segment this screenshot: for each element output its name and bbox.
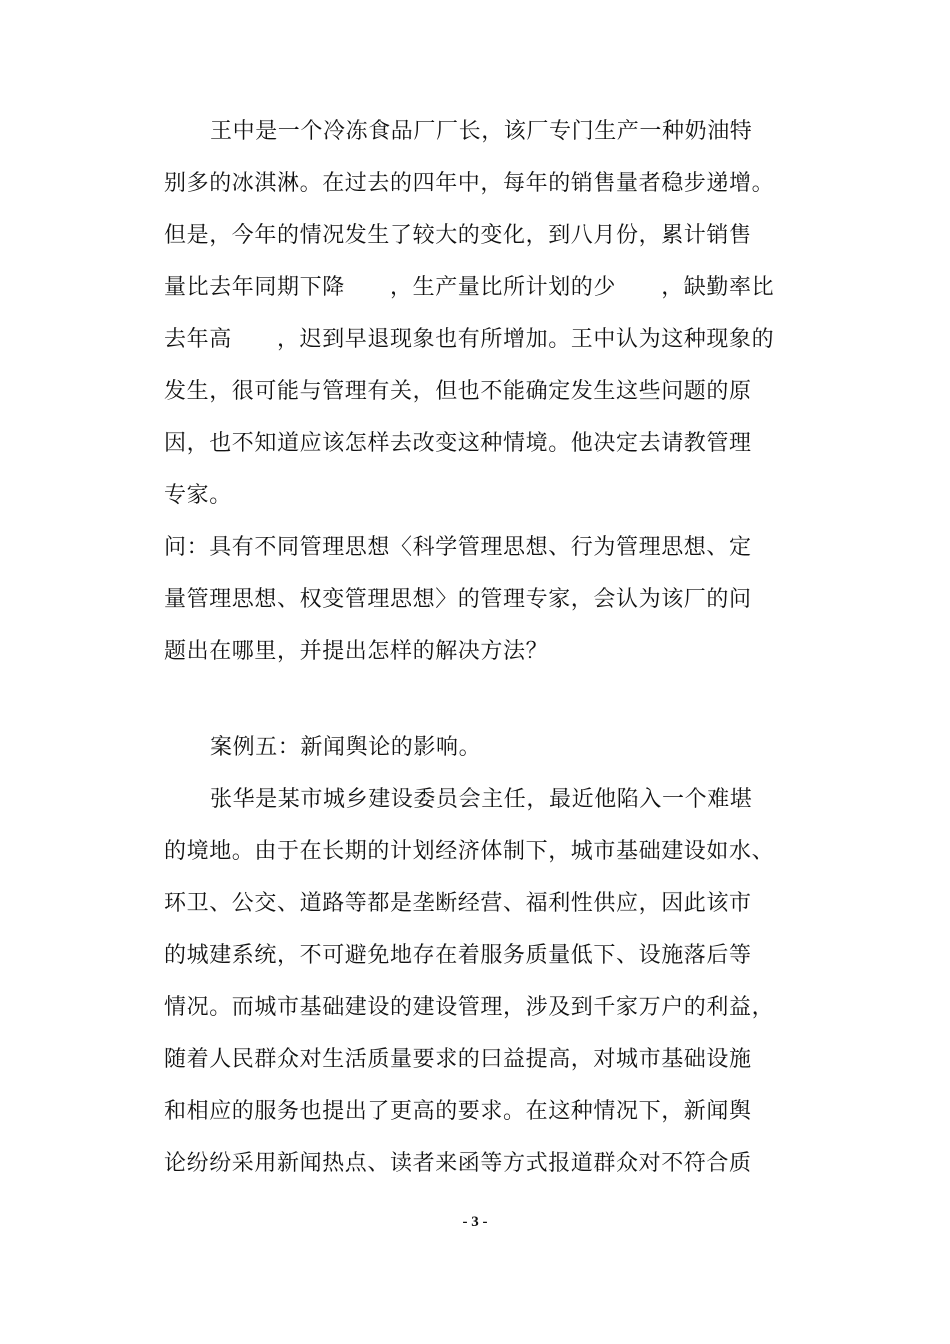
page-number: - 3 - bbox=[462, 1214, 488, 1230]
paragraph-line: 和相应的服务也提出了更高的要求。在这种情况下，新闻舆 bbox=[164, 1099, 752, 1124]
section-heading: 案例五：新闻舆论的影响。 bbox=[210, 735, 482, 760]
paragraph-line: 的境地。由于在长期的计划经济体制下，城市基础建设如水、 bbox=[164, 839, 775, 864]
paragraph-line: 情况。而城市基础建设的建设管理，涉及到千家万户的利益， bbox=[164, 995, 775, 1020]
paragraph-line: 去年高 ，迟到早退现象也有所增加。王中认为这种现象的 bbox=[164, 327, 775, 352]
case-four-section bbox=[164, 106, 804, 678]
paragraph-line: 因，也不知道应该怎样去改变这种情境。他决定去请教管理 bbox=[164, 431, 752, 456]
paragraph-line: 发生，很可能与管理有关，但也不能确定发生这些问题的原 bbox=[164, 379, 752, 404]
paragraph-line: 专家。 bbox=[164, 483, 232, 508]
paragraph-line: 但是，今年的情况发生了较大的变化，到八月份，累计销售 bbox=[164, 223, 752, 248]
paragraph-line: 王中是一个冷冻食品厂厂长，该厂专门生产一种奶油特 bbox=[210, 119, 753, 144]
paragraph-line: 张华是某市城乡建设委员会主任，最近他陷入一个难堪 bbox=[210, 787, 753, 812]
case-five-section bbox=[164, 722, 804, 1190]
paragraph-line: 随着人民群众对生活质量要求的曰益提高，对城市基础设施 bbox=[164, 1047, 752, 1072]
question-line: 问：具有不同管理思想〈科学管理思想、行为管理思想、定 bbox=[164, 535, 752, 560]
question-line: 题出在哪里，并提出怎样的解决方法？ bbox=[164, 639, 549, 664]
paragraph-line: 别多的冰淇淋。在过去的四年中，每年的销售量者稳步递增。 bbox=[164, 171, 775, 196]
paragraph-line: 论纷纷采用新闻热点、读者来函等方式报道群众对不符合质 bbox=[164, 1151, 752, 1176]
paragraph-line: 量比去年同期下降 ，生产量比所计划的少 ，缺勤率比 bbox=[164, 275, 775, 300]
question-line: 量管理思想、权变管理思想〉的管理专家，会认为该厂的问 bbox=[164, 587, 752, 612]
paragraph-line: 环卫、公交、道路等都是垄断经营、福利性供应，因此该市 bbox=[164, 891, 752, 916]
paragraph-line: 的城建系统，不可避免地存在着服务质量低下、设施落后等 bbox=[164, 943, 752, 968]
